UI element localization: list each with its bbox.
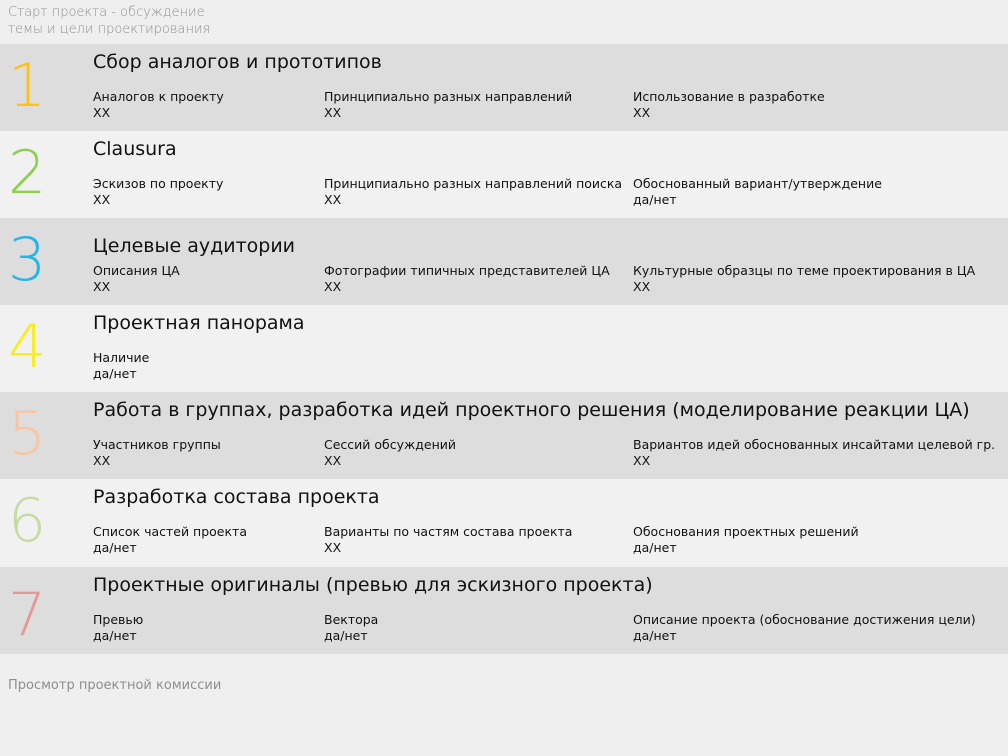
metric-value: XX [324,453,342,468]
stage-metric [324,437,456,469]
stage-title: Сбор аналогов и прототипов [93,51,382,73]
page-header [8,4,608,38]
metric-value: XX [93,192,111,207]
metric-label: Описания ЦА [93,263,180,278]
stage-metric [93,524,247,556]
stage-number: 3 [8,225,47,295]
stage-metric [93,437,221,469]
metric-value: XX [324,192,342,207]
metric-label: Вектора [324,612,379,627]
stage-row-5 [0,392,1008,479]
metric-value: да/нет [324,628,368,643]
metric-label: Использование в разработке [633,89,825,104]
stage-metric [324,176,622,208]
metric-label: Описание проекта (обоснование достижения цели) [633,612,976,627]
metric-label: Обоснованный вариант/утверждение [633,176,882,191]
stage-metric [324,263,610,295]
stage-metric [324,89,572,121]
stage-metric [324,612,378,644]
stage-metric [93,89,224,121]
metric-value: да/нет [633,540,677,555]
metric-value: да/нет [93,540,137,555]
stage-metric [633,612,976,644]
metric-label: Сессий обсуждений [324,437,457,452]
metric-label: Принципиально разных направлений поиска [324,176,623,191]
stage-row-7 [0,567,1008,654]
metric-value: да/нет [93,628,137,643]
metric-value: XX [324,105,342,120]
stage-number: 2 [8,138,47,208]
metric-label: Принципиально разных направлений [324,89,573,104]
header-line-2: темы и цели проектирования [8,22,211,37]
stage-row-1 [0,44,1008,131]
metric-value: да/нет [633,628,677,643]
metric-value: XX [633,279,651,294]
stage-metric [93,350,149,382]
metric-label: Эскизов по проекту [93,176,224,191]
metric-value: XX [633,453,651,468]
metric-label: Вариантов идей обоснованных инсайтами целевой гр. [633,437,996,452]
stage-row-2 [0,131,1008,218]
header-line-1: Старт проекта - обсуждение [8,5,205,20]
metric-label: Аналогов к проекту [93,89,224,104]
stage-row-4 [0,305,1008,392]
metric-value: XX [93,279,111,294]
stage-metric [324,524,572,556]
metric-label: Культурные образцы по теме проектирования в ЦА [633,263,976,278]
metric-value: XX [633,105,651,120]
metric-label: Фотографии типичных представителей ЦА [324,263,610,278]
stage-metric [633,89,825,121]
stage-title: Clausura [93,138,177,160]
footer-note: Просмотр проектной комиссии [8,678,222,693]
stage-metric [93,263,180,295]
stage-title: Работа в группах, разработка идей проектного решения (моделирование реакции ЦА) [93,399,970,421]
metric-label: Участников группы [93,437,221,452]
stage-metric [633,176,882,208]
metric-label: Наличие [93,350,150,365]
stage-number: 4 [8,312,47,382]
metric-value: XX [93,453,111,468]
stage-number: 6 [8,486,47,556]
stage-title: Разработка состава проекта [93,486,380,508]
stage-metric [93,176,223,208]
metric-value: да/нет [93,366,137,381]
stage-title: Проектная панорама [93,312,305,334]
stage-metric [633,437,995,469]
metric-label: Варианты по частям состава проекта [324,524,573,539]
stage-row-6 [0,479,1008,566]
stage-number: 1 [8,51,47,121]
stage-metric [633,524,859,556]
stage-metric [633,263,975,295]
stage-metric [93,612,143,644]
stage-row-3 [0,218,1008,305]
stage-number: 5 [8,399,47,469]
metric-label: Обоснования проектных решений [633,524,859,539]
metric-value: XX [324,540,342,555]
metric-label: Список частей проекта [93,524,247,539]
stage-title: Проектные оригиналы (превью для эскизного проекта) [93,574,653,596]
stage-number: 7 [8,580,47,650]
stage-title: Целевые аудитории [93,235,296,257]
metric-value: да/нет [633,192,677,207]
metric-label: Превью [93,612,144,627]
metric-value: XX [324,279,342,294]
metric-value: XX [93,105,111,120]
